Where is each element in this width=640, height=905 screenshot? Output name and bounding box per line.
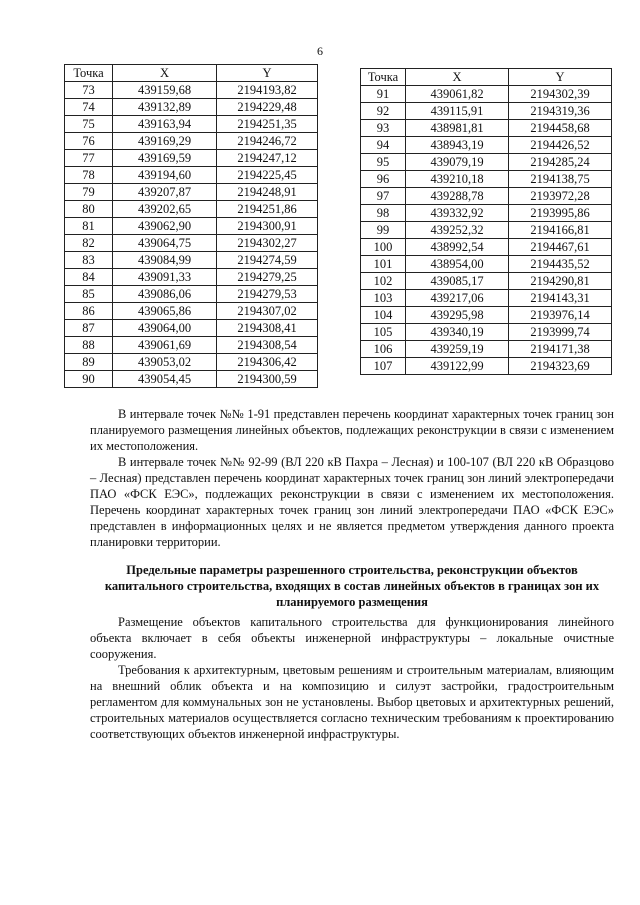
column-header-point: Точка	[65, 65, 113, 82]
y-coordinate-cell: 2194251,35	[217, 116, 318, 133]
y-coordinate-cell: 2194308,41	[217, 320, 318, 337]
column-header-y: Y	[217, 65, 318, 82]
table-row	[361, 188, 612, 205]
table-row	[65, 184, 318, 201]
section-heading: Предельные параметры разрешенного строительства, реконструкции объектов капитального строительства, входящих в состав линейных объектов в границах зон их планируемого размещения	[104, 563, 600, 609]
y-coordinate-cell: 2194290,81	[509, 273, 612, 290]
x-coordinate-cell: 439332,92	[406, 205, 509, 222]
table-header-row	[361, 69, 612, 86]
y-coordinate-cell: 2194319,36	[509, 103, 612, 120]
x-coordinate-cell: 439079,19	[406, 154, 509, 171]
table-row	[65, 99, 318, 116]
column-header-x: X	[113, 65, 217, 82]
y-coordinate-cell: 2193999,74	[509, 324, 612, 341]
x-coordinate-cell: 438992,54	[406, 239, 509, 256]
intro-text	[90, 406, 614, 550]
y-coordinate-cell: 2193976,14	[509, 307, 612, 324]
table-row	[361, 205, 612, 222]
y-coordinate-cell: 2194193,82	[217, 82, 318, 99]
table-row	[361, 86, 612, 103]
column-header-x: X	[406, 69, 509, 86]
y-coordinate-cell: 2194435,52	[509, 256, 612, 273]
y-coordinate-cell: 2193995,86	[509, 205, 612, 222]
x-coordinate-cell: 439065,86	[113, 303, 217, 320]
point-number-cell: 93	[361, 120, 406, 137]
point-number-cell: 107	[361, 358, 406, 375]
y-coordinate-cell: 2193972,28	[509, 188, 612, 205]
x-coordinate-cell: 439062,90	[113, 218, 217, 235]
x-coordinate-cell: 439115,91	[406, 103, 509, 120]
point-number-cell: 76	[65, 133, 113, 150]
y-coordinate-cell: 2194143,31	[509, 290, 612, 307]
table-row	[361, 358, 612, 375]
y-coordinate-cell: 2194138,75	[509, 171, 612, 188]
paragraph: В интервале точек №№ 92-99 (ВЛ 220 кВ Пахра – Лесная) и 100-107 (ВЛ 220 кВ Образцово – Лесная) представлен перечень координат характерных точек границ зон линий электропередачи ПАО «ФСК ЕЭС», подлежащих реконструкции в связи с изменением их местоположения. Перечень координат характерных точек границ зон линий электропередачи ПАО «ФСК ЕЭС» представлен в информационных целях и не является предметом утверждения данного проекта планировки территории.	[90, 455, 614, 549]
x-coordinate-cell: 439259,19	[406, 341, 509, 358]
x-coordinate-cell: 439210,18	[406, 171, 509, 188]
x-coordinate-cell: 439053,02	[113, 354, 217, 371]
table-row	[361, 120, 612, 137]
paragraph: В интервале точек №№ 1-91 представлен перечень координат характерных точек границ зон планируемого размещения линейных объектов, подлежащих реконструкции в связи с изменением их местоположения.	[90, 407, 614, 453]
point-number-cell: 90	[65, 371, 113, 388]
table-row	[361, 307, 612, 324]
y-coordinate-cell: 2194274,59	[217, 252, 318, 269]
y-coordinate-cell: 2194308,54	[217, 337, 318, 354]
x-coordinate-cell: 439054,45	[113, 371, 217, 388]
x-coordinate-cell: 439163,94	[113, 116, 217, 133]
point-number-cell: 88	[65, 337, 113, 354]
table-row	[65, 269, 318, 286]
table-row	[361, 273, 612, 290]
x-coordinate-cell: 439169,59	[113, 150, 217, 167]
y-coordinate-cell: 2194171,38	[509, 341, 612, 358]
x-coordinate-cell: 439159,68	[113, 82, 217, 99]
table-row	[65, 218, 318, 235]
x-coordinate-cell: 439340,19	[406, 324, 509, 341]
point-number-cell: 78	[65, 167, 113, 184]
point-number-cell: 102	[361, 273, 406, 290]
point-number-cell: 96	[361, 171, 406, 188]
y-coordinate-cell: 2194467,61	[509, 239, 612, 256]
point-number-cell: 104	[361, 307, 406, 324]
point-number-cell: 100	[361, 239, 406, 256]
column-header-y: Y	[509, 69, 612, 86]
table-row	[361, 256, 612, 273]
y-coordinate-cell: 2194458,68	[509, 120, 612, 137]
x-coordinate-cell: 439169,29	[113, 133, 217, 150]
x-coordinate-cell: 439085,17	[406, 273, 509, 290]
x-coordinate-cell: 439084,99	[113, 252, 217, 269]
x-coordinate-cell: 439252,32	[406, 222, 509, 239]
point-number-cell: 105	[361, 324, 406, 341]
table-row	[65, 82, 318, 99]
point-number-cell: 82	[65, 235, 113, 252]
table-header-row	[65, 65, 318, 82]
table-row	[361, 103, 612, 120]
point-number-cell: 81	[65, 218, 113, 235]
y-coordinate-cell: 2194279,53	[217, 286, 318, 303]
table-row	[65, 354, 318, 371]
table-row	[65, 303, 318, 320]
table-row	[361, 222, 612, 239]
y-coordinate-cell: 2194248,91	[217, 184, 318, 201]
y-coordinate-cell: 2194246,72	[217, 133, 318, 150]
point-number-cell: 80	[65, 201, 113, 218]
point-number-cell: 98	[361, 205, 406, 222]
table-row	[65, 116, 318, 133]
y-coordinate-cell: 2194300,91	[217, 218, 318, 235]
x-coordinate-cell: 439132,89	[113, 99, 217, 116]
x-coordinate-cell: 439217,06	[406, 290, 509, 307]
x-coordinate-cell: 439091,33	[113, 269, 217, 286]
table-row	[361, 154, 612, 171]
table-row	[65, 150, 318, 167]
x-coordinate-cell: 439288,78	[406, 188, 509, 205]
body-text	[90, 614, 614, 742]
y-coordinate-cell: 2194302,27	[217, 235, 318, 252]
x-coordinate-cell: 439086,06	[113, 286, 217, 303]
coordinates-table-left	[64, 64, 318, 388]
table-row	[361, 324, 612, 341]
paragraph: Требования к архитектурным, цветовым решениям и строительным материалам, влияющим на внешний облик объекта и на композицию и силуэт застройки, градостроительным регламентом для коммунальных зон не установлены. Выбор цветовых и архитектурных решений, строительных материалов осуществляется согласно техническим требованиям к проектированию соответствующих объектов инженерной инфраструктуры.	[90, 663, 614, 741]
y-coordinate-cell: 2194166,81	[509, 222, 612, 239]
x-coordinate-cell: 439061,82	[406, 86, 509, 103]
table-row	[65, 337, 318, 354]
point-number-cell: 106	[361, 341, 406, 358]
x-coordinate-cell: 439064,75	[113, 235, 217, 252]
y-coordinate-cell: 2194306,42	[217, 354, 318, 371]
x-coordinate-cell: 439202,65	[113, 201, 217, 218]
point-number-cell: 89	[65, 354, 113, 371]
y-coordinate-cell: 2194247,12	[217, 150, 318, 167]
x-coordinate-cell: 439061,69	[113, 337, 217, 354]
point-number-cell: 84	[65, 269, 113, 286]
y-coordinate-cell: 2194300,59	[217, 371, 318, 388]
x-coordinate-cell: 438981,81	[406, 120, 509, 137]
y-coordinate-cell: 2194229,48	[217, 99, 318, 116]
table-row	[361, 341, 612, 358]
y-coordinate-cell: 2194426,52	[509, 137, 612, 154]
point-number-cell: 95	[361, 154, 406, 171]
point-number-cell: 92	[361, 103, 406, 120]
point-number-cell: 97	[361, 188, 406, 205]
x-coordinate-cell: 439064,00	[113, 320, 217, 337]
x-coordinate-cell: 438943,19	[406, 137, 509, 154]
point-number-cell: 85	[65, 286, 113, 303]
x-coordinate-cell: 439194,60	[113, 167, 217, 184]
y-coordinate-cell: 2194251,86	[217, 201, 318, 218]
point-number-cell: 103	[361, 290, 406, 307]
y-coordinate-cell: 2194323,69	[509, 358, 612, 375]
page-number: 6	[317, 44, 323, 58]
x-coordinate-cell: 438954,00	[406, 256, 509, 273]
table-row	[65, 371, 318, 388]
table-row	[65, 286, 318, 303]
point-number-cell: 77	[65, 150, 113, 167]
x-coordinate-cell: 439207,87	[113, 184, 217, 201]
coordinates-table-right	[360, 68, 612, 375]
table-row	[65, 201, 318, 218]
y-coordinate-cell: 2194302,39	[509, 86, 612, 103]
point-number-cell: 99	[361, 222, 406, 239]
table-row	[361, 137, 612, 154]
table-row	[361, 239, 612, 256]
point-number-cell: 79	[65, 184, 113, 201]
point-number-cell: 94	[361, 137, 406, 154]
point-number-cell: 75	[65, 116, 113, 133]
table-row	[65, 167, 318, 184]
point-number-cell: 101	[361, 256, 406, 273]
table-row	[361, 290, 612, 307]
table-row	[65, 235, 318, 252]
table-row	[65, 252, 318, 269]
x-coordinate-cell: 439122,99	[406, 358, 509, 375]
point-number-cell: 83	[65, 252, 113, 269]
point-number-cell: 86	[65, 303, 113, 320]
y-coordinate-cell: 2194225,45	[217, 167, 318, 184]
point-number-cell: 73	[65, 82, 113, 99]
y-coordinate-cell: 2194285,24	[509, 154, 612, 171]
y-coordinate-cell: 2194279,25	[217, 269, 318, 286]
point-number-cell: 74	[65, 99, 113, 116]
point-number-cell: 87	[65, 320, 113, 337]
column-header-point: Точка	[361, 69, 406, 86]
paragraph: Размещение объектов капитального строительства для функционирования линейного объекта включает в себя объекты инженерной инфраструктуры – локальные очистные сооружения.	[90, 615, 614, 661]
table-row	[361, 171, 612, 188]
y-coordinate-cell: 2194307,02	[217, 303, 318, 320]
point-number-cell: 91	[361, 86, 406, 103]
table-row	[65, 133, 318, 150]
table-row	[65, 320, 318, 337]
x-coordinate-cell: 439295,98	[406, 307, 509, 324]
